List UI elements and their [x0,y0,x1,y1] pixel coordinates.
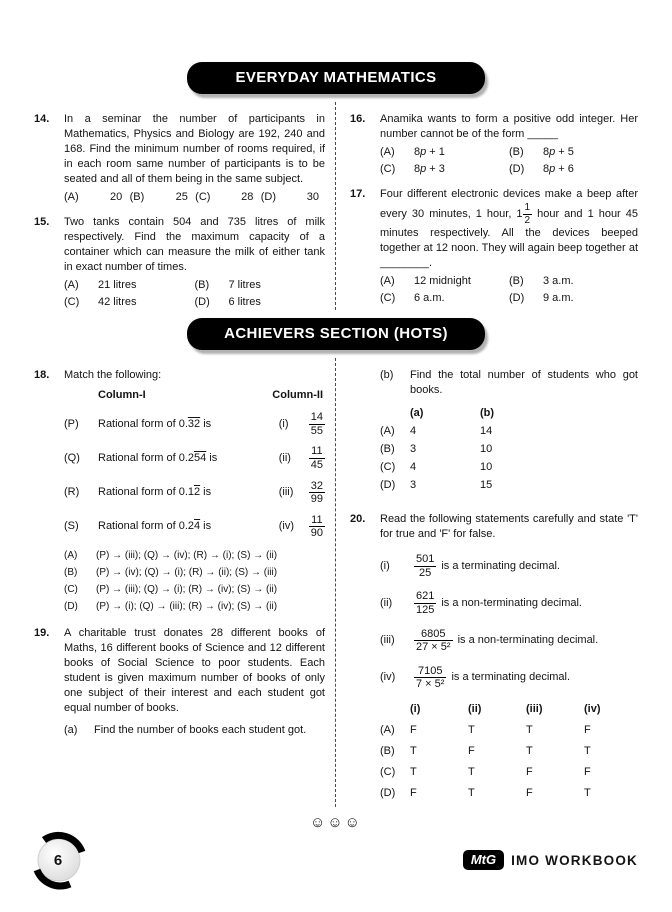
statement-label: (ii) [380,596,393,609]
option-text: 25 [175,191,188,203]
mtg-logo: MtG [463,850,504,870]
option [64,565,325,580]
tf-value: F [410,787,417,800]
statement-label: (iv) [380,671,396,684]
option [509,291,638,306]
tf-header: (iii) [526,703,543,716]
option [64,548,325,563]
option [509,274,638,289]
option-label: (C) [380,292,396,304]
tf-value: T [410,745,417,758]
option-label: (D) [260,191,277,203]
fraction [414,553,436,579]
value-b: 15 [480,479,493,491]
question-body [64,626,325,738]
option [261,190,319,205]
option-label: (A) [380,724,395,737]
sub-label: (b) [380,369,394,381]
tf-value: T [584,787,591,800]
fraction [523,202,533,226]
option-label: (D) [380,479,396,491]
workbook-title: IMO WORKBOOK [511,852,638,868]
question-19 [34,626,325,738]
option [380,291,509,306]
option [64,599,325,614]
option-text: 6 litres [228,296,261,308]
value-a: 3 [410,479,417,491]
option-text: (P) → (iii); (Q) → (iv); (R) → (i); (S) → (ii) [96,550,278,562]
fraction-numerator: 11 [309,445,325,459]
fraction-numerator: 501 [416,553,435,565]
match-roman: (iii) [278,486,294,499]
question-body [64,215,325,310]
answer-table [380,406,638,493]
question-20 [350,512,638,807]
tf-header: (iv) [584,703,601,716]
question-text: In a seminar the number of participants in Mathematics, Physics and Biology are 192, 240 and 168. Find the minimum number of rooms required, if in each room same number of participants is to be seated and all of them being in the same subject. [64,113,325,185]
tf-value: T [468,766,475,779]
fraction-denominator: 99 [310,493,323,506]
table-row [380,478,638,493]
table-row [380,442,638,457]
question-text: Anamika wants to form a positive odd integer. Her number cannot be of the form _____ [380,113,638,140]
sub-text: Find the total number of students who got books. [410,369,638,396]
footer-brand [463,850,638,870]
option-label: (A) [380,146,395,158]
option-label: (B) [64,567,78,579]
match-label: (P) [64,417,79,430]
option-text: (P) → (i); (Q) → (iii); (R) → (iv); (S) → (ii) [96,601,278,613]
column-ii-header: Column-II [272,389,323,401]
section-everyday-columns [0,102,672,310]
match-column-headers [64,388,325,403]
option [195,190,253,205]
question-text: Two tanks contain 504 and 735 litres of milk respectively. Find the maximum capacity of a container which can measure the milk of either tank in exact number of times. [64,216,325,273]
option-text: 3 a.m. [543,275,574,287]
tf-value: T [468,724,475,737]
option-label: (C) [380,766,396,779]
match-roman: (ii) [278,451,291,464]
option [509,162,638,177]
option [195,278,326,293]
true-false-table [380,702,638,801]
tf-value: F [410,724,417,737]
fraction-denominator: 125 [416,603,435,616]
question-body [380,187,638,306]
option-label: (B) [380,443,395,455]
option-text: (P) → (iii); (Q) → (i); (R) → (iv); (S) → (ii) [96,584,278,596]
option-text: 8p + 3 [414,163,445,175]
option-text: 8p + 1 [414,146,445,158]
tf-value: T [526,724,533,737]
fraction [414,665,446,691]
match-label: (R) [64,486,80,499]
question-text: Match the following: [64,369,162,381]
statement-iv [380,665,638,691]
fraction-numerator: 621 [416,590,435,603]
repeating-decimal: 54 [194,451,207,464]
option [64,582,325,597]
tf-value: F [584,766,591,779]
question-text: Four different electronic devices make a beep after every 30 minutes, 1 hour, 1 $\frac{1}{2}$ hour and 1 hour 45 minutes respectively. All the devices beeped together at 12 noon. They will again beep together at ________. [380,188,638,269]
page-number: 6 [53,852,63,869]
tf-value: F [584,724,591,737]
sub-question-b [380,368,638,398]
tf-value: F [526,766,533,779]
match-text: Rational form of 0.32 is [98,417,212,430]
tf-header-row [380,702,638,717]
option-text: 7 litres [228,279,261,291]
question-16 [350,112,638,177]
option [380,145,509,160]
tf-header: (ii) [468,703,482,716]
option-label: (C) [64,296,80,308]
match-label: (Q) [64,451,80,464]
fraction-denominator: 25 [419,566,432,579]
option-label: (D) [380,787,396,800]
statement-label: (i) [380,559,390,572]
option-label: (B) [380,745,395,758]
question-body [64,112,325,205]
match-roman: (i) [278,417,289,430]
fraction-denominator: 7 × 5² [416,678,445,691]
question-body [64,368,325,616]
fraction [309,514,325,540]
page-number-badge [30,828,90,890]
option-label: (B) [194,279,210,291]
option-label: (B) [509,275,524,287]
match-options [64,548,325,614]
question-number: 14. [34,113,50,125]
option [64,190,122,205]
tf-value: T [584,745,591,758]
column-right [336,102,638,310]
match-row-s [64,514,325,540]
page-badge-graphic [30,828,90,890]
fraction-numerator: 14 [310,411,323,423]
table-row [380,424,638,439]
smiley-icons: ☺☺☺ [310,814,362,832]
value-a: 4 [410,425,417,437]
option [130,190,188,205]
option [64,278,195,293]
option-text: 6 a.m. [414,292,445,304]
question-number: 17. [350,188,366,200]
header-b: (b) [480,407,495,419]
match-text: Rational form of 0.12 is [98,486,212,499]
option [380,274,509,289]
tf-header: (i) [410,703,421,716]
column-left [34,102,336,310]
header-spacer [380,406,410,421]
fraction-denominator: 90 [310,527,323,540]
question-text: Read the following statements carefully and state 'T' for true and 'F' for false. [380,513,638,540]
question-19b-continued [350,368,638,496]
header-a: (a) [410,407,424,419]
match-text: Rational form of 0.254 is [98,451,218,464]
tf-value: T [526,745,533,758]
value-a: 4 [410,461,417,473]
question-15 [34,215,325,310]
options-grid [64,278,325,310]
section-banner-everyday-mathematics: EVERYDAY MATHEMATICS [187,62,485,94]
sub-label: (a) [64,724,78,737]
fraction-numerator: 11 [309,514,325,528]
match-label: (S) [64,520,79,533]
value-b: 10 [480,461,493,473]
answer-table-header [380,406,638,421]
option-label: (A) [64,191,79,203]
statement-iii [380,628,638,654]
match-text: Rational form of 0.24 is [98,520,212,533]
question-number: 20. [350,513,366,525]
question-18 [34,368,325,616]
fraction [309,480,325,506]
header-spacer [380,702,410,717]
fraction-denominator: 45 [310,458,323,471]
question-17 [350,187,638,306]
match-row-r [64,480,325,506]
option-text: 8p + 5 [543,146,574,158]
fraction-numerator: 32 [310,479,323,492]
option-text: 9 a.m. [543,292,574,304]
question-number: 19. [34,627,50,640]
option-label: (B) [129,191,145,203]
question-14 [34,112,325,205]
option-label: (A) [64,279,79,291]
question-number: 18. [34,369,50,381]
column-i-header: Column-I [98,389,146,401]
fraction-denominator: 2 [524,214,531,226]
tf-row [380,765,638,780]
option-label: (C) [195,191,211,203]
option-text: 21 litres [98,279,137,291]
repeating-decimal: 4 [194,520,201,533]
option-label: (D) [64,601,78,613]
section-banner-achievers: ACHIEVERS SECTION (HOTS) [187,318,485,350]
tf-value: F [526,787,533,800]
tf-row [380,744,638,759]
value-b: 10 [480,443,493,455]
match-row-p [64,411,325,437]
question-body [380,512,638,807]
statement-text: is a terminating decimal. [451,671,571,684]
option-text: 30 [306,191,319,203]
match-row-q [64,445,325,471]
match-roman: (iv) [278,520,295,533]
statement-text: is a non-terminating decimal. [457,634,599,647]
tf-row [380,723,638,738]
question-number: 15. [34,216,50,228]
tf-value: T [410,766,417,779]
statement-i [380,553,638,579]
fraction-numerator: 6805 [414,628,453,642]
repeating-decimal: 2 [194,486,201,499]
options-row [64,190,325,205]
fraction-numerator: 7105 [414,665,446,679]
option [195,295,326,310]
question-body [380,112,638,177]
option [380,162,509,177]
question-number-spacer [350,368,380,496]
question-text: A charitable trust donates 28 different books of Maths, 16 different books of Science and 12 different books of Social Science to poor students. Each student is given maximum number of books of only one subject of their interest and each student got equal number of books. [64,627,325,715]
fraction [414,628,453,654]
statement-text: is a terminating decimal. [441,559,560,572]
sub-question-a [64,723,325,738]
table-row [380,460,638,475]
option-label: (B) [509,146,524,158]
column-left [34,358,336,807]
option-label: (C) [380,163,396,175]
option [509,145,638,160]
fraction [309,445,325,471]
value-b: 14 [480,425,493,437]
option-label: (A) [64,550,78,562]
repeating-decimal: 32 [187,417,201,430]
question-body [380,368,638,496]
option-label: (D) [194,296,210,308]
option-text: (P) → (iv); (Q) → (i); (R) → (ii); (S) → (iii) [96,567,278,579]
option-label: (A) [380,275,395,287]
options-grid [380,145,638,177]
tf-value: F [468,745,475,758]
section-achievers-columns [0,358,672,807]
options-grid [380,274,638,306]
statement-ii [380,590,638,616]
option-text: 20 [110,191,123,203]
option-label: (A) [380,425,395,437]
option-text: 8p + 6 [543,163,574,175]
option-text: 42 litres [98,296,137,308]
value-a: 3 [410,443,417,455]
tf-value: T [468,787,475,800]
question-number: 16. [350,113,366,125]
option-label: (C) [380,461,396,473]
fraction-denominator: 55 [310,424,323,437]
statement-text: is a non-terminating decimal. [441,596,582,609]
statement-label: (iii) [380,634,395,647]
column-right [336,358,638,807]
fraction-numerator: 1 [524,202,531,213]
option-label: (C) [64,584,78,596]
fraction [309,411,325,437]
option-label: (D) [509,292,525,304]
tf-row [380,786,638,801]
sub-text: Find the number of books each student got. [94,724,307,737]
fraction-denominator: 27 × 5² [416,641,451,654]
option [64,295,195,310]
option-text: 28 [241,191,254,203]
fraction [414,590,436,616]
option-text: 12 midnight [414,275,471,287]
option-label: (D) [509,163,525,175]
